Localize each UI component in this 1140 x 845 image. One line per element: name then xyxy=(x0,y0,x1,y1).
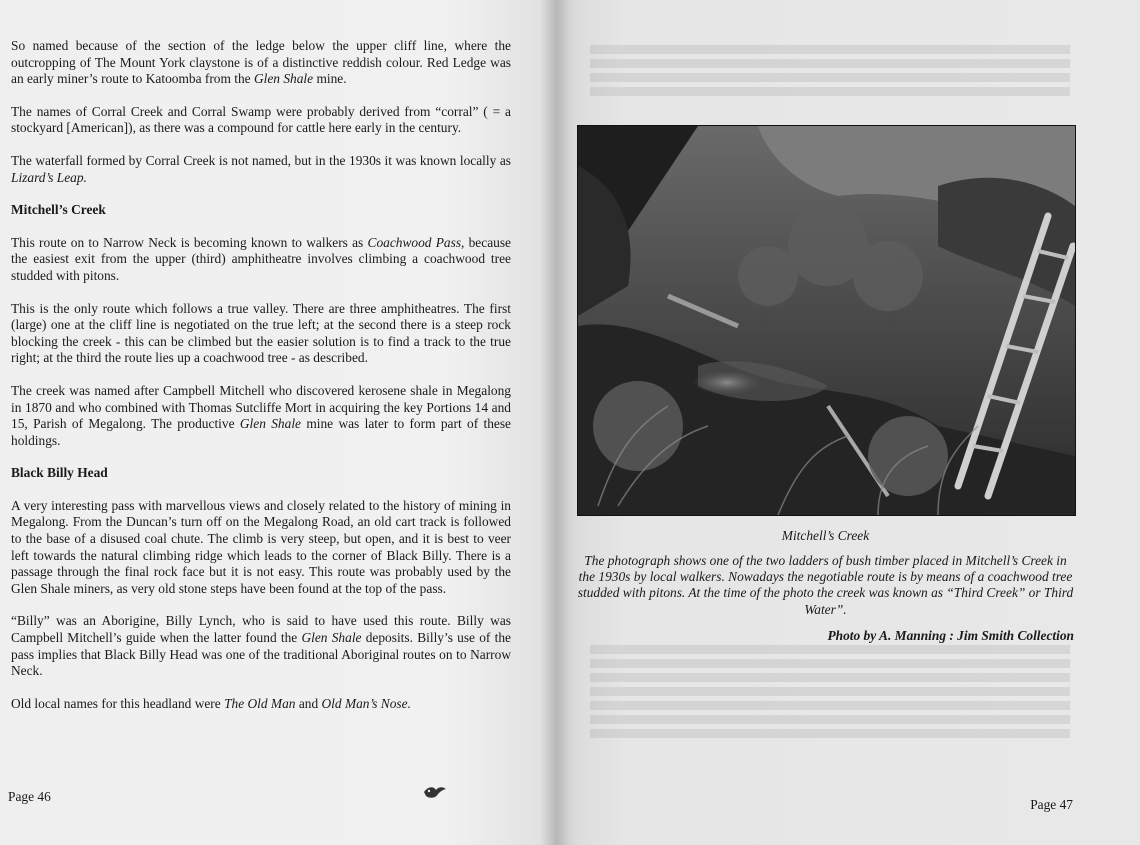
text-run: mine was later to form part of these holdings. xyxy=(11,416,511,448)
text-run: The Old Man xyxy=(224,695,296,711)
text-run: So named because of the section of the ledge below the upper cliff line, where the outcropping of The Mount York claystone is of a distinctive reddish colour. Red Ledge was an early miner’s route to Katoomba from the xyxy=(11,38,511,87)
text-run: and xyxy=(295,695,322,711)
black-billy-paragraph xyxy=(11,613,511,679)
show-through-text-lower xyxy=(590,640,1070,750)
intro-paragraph xyxy=(11,38,511,88)
gutter-shadow xyxy=(540,0,570,845)
text-run: Old local names for this headland were xyxy=(11,695,225,711)
photo-caption-title: Mitchell’s Creek xyxy=(781,528,870,543)
text-run: deposits. Billy’s use of the pass implies that Black Billy Head was one of the traditional Aboriginal routes on to Narrow Neck. xyxy=(11,630,511,679)
left-page xyxy=(0,0,556,845)
text-run: “Billy” was an Aborigine, Billy Lynch, who is said to have used this route. Billy was Campbell Mitchell’s guide when the latter found the xyxy=(11,613,511,646)
heading-mitchells-creek: Mitchell’s Creek xyxy=(11,202,106,218)
creek-photo xyxy=(577,125,1076,516)
text-run: This route on to Narrow Neck is becoming known to walkers as xyxy=(11,234,368,250)
show-through-text xyxy=(590,40,1070,110)
text-run: mine. xyxy=(313,71,347,87)
mitchells-section xyxy=(11,235,511,450)
text-run: The names of Corral Creek and Corral Swamp were probably derived from “corral” ( = a stockyard [American]), as there was a compound for cattle here early in the century. xyxy=(11,103,511,136)
mitchells-paragraph xyxy=(11,235,511,285)
text-run: Glen Shale xyxy=(253,71,314,87)
bird-ornament-icon xyxy=(420,780,450,802)
text-run: Old Man’s Nose. xyxy=(321,695,411,711)
photo-caption-body: The photograph shows one of the two ladders of bush timber placed in Mitchell’s Creek in the 1930s by local walkers. Nowadays the negotiable route is by means of a coachwood tree studded with pitons. At the time of the photo the creek was known as “Third Creek” or Third Water”. xyxy=(577,553,1074,617)
black-billy-paragraph xyxy=(11,696,511,713)
intro-paragraph xyxy=(11,153,511,186)
left-column xyxy=(11,38,511,728)
text-run: , because the easiest exit from the upper (third) amphitheatre involves climbing a coachwood tree studded with pitons. xyxy=(11,234,511,283)
intro-section xyxy=(11,38,511,186)
black-billy-paragraph xyxy=(11,498,511,598)
intro-paragraph xyxy=(11,104,511,137)
page-number-left: Page 46 xyxy=(8,789,51,804)
black-billy-section xyxy=(11,498,511,713)
text-run: A very interesting pass with marvellous views and closely related to the history of mining in Megalong. From the Duncan’s turn off on the Megalong Road, an old cart track is followed to the base of a disused coal chute. The climb is very steep, but open, and it is best to veer left towards the natural climbing ridge which leads to the corner of Black Billy. There is a passage through the final rock face but it is not easy. This route was probably used by the Glen Shale miners, as very old stone steps have been found at the top of the pass. xyxy=(11,497,511,596)
page-number-right: Page 47 xyxy=(1030,797,1073,812)
photo-credit: Photo by A. Manning : Jim Smith Collection xyxy=(827,628,1074,643)
text-run: Glen Shale xyxy=(239,416,301,432)
text-run: The waterfall formed by Corral Creek is not named, but in the 1930s it was known locally as xyxy=(11,152,511,168)
text-run: The creek was named after Campbell Mitchell who discovered kerosene shale in Megalong in 1870 and who combined with Thomas Sutcliffe Mort in acquiring the key Portions 14 and 15, Parish of Megalong. The productive xyxy=(11,382,511,432)
text-run: Glen Shale xyxy=(301,630,362,646)
text-run: Lizard’s Leap. xyxy=(11,169,87,185)
text-run: This is the only route which follows a true valley. There are three amphitheatres. The first (large) one at the cliff line is negotiated on the true left; at the second there is a steep rock blocking the creek - this can be climbed but the easier solution is to find a track to the true right; at the third the route lies up a coachwood tree - as described. xyxy=(11,300,511,366)
heading-black-billy-head: Black Billy Head xyxy=(11,465,108,481)
mitchells-paragraph xyxy=(11,383,511,449)
mitchells-paragraph xyxy=(11,301,511,367)
creek-photo-icon xyxy=(578,126,1075,515)
text-run: Coachwood Pass xyxy=(367,234,462,250)
